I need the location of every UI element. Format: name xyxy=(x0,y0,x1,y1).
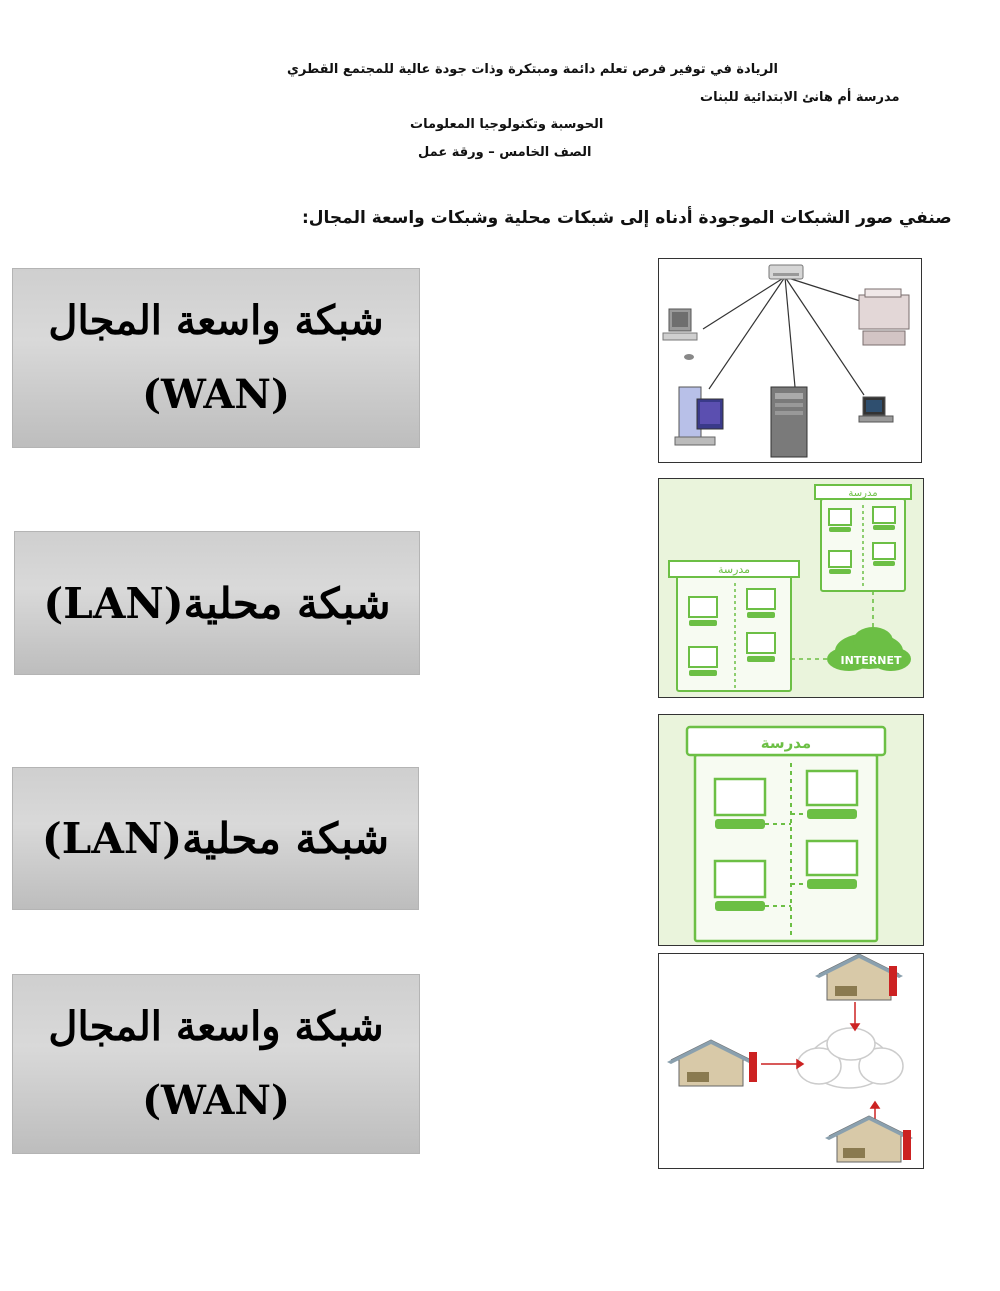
printer-icon xyxy=(859,289,909,345)
answer-text: شبكة محلية(LAN) xyxy=(43,578,391,628)
server-icon xyxy=(771,387,807,457)
answer-box-2 xyxy=(14,531,420,675)
internet-label: INTERNET xyxy=(840,654,902,667)
laptop-icon xyxy=(859,397,893,422)
house-icon xyxy=(825,1116,913,1162)
answer-text: شبكة محلية(LAN) xyxy=(41,814,390,863)
school-label: مدرسة xyxy=(760,734,812,752)
answer-arabic: شبكة واسعة المجال xyxy=(48,297,384,344)
monitor-icon xyxy=(663,309,697,360)
desktop-pc-icon xyxy=(675,387,723,445)
answer-english: (WAN) xyxy=(142,1077,290,1124)
two-schools-wan-image xyxy=(658,478,924,698)
instruction: صنفي صور الشبكات الموجودة أدناه إلى شبكات محلية وشبكات واسعة المجال: xyxy=(302,208,952,228)
grade-worksheet: الصف الخامس – ورقة عمل xyxy=(418,145,592,160)
houses-cloud-wan-image xyxy=(658,953,924,1169)
subject-title: الحوسبة وتكنولوجيا المعلومات xyxy=(410,117,604,132)
star-network-image xyxy=(658,258,922,463)
answer-english: (WAN) xyxy=(142,371,290,418)
school-name: مدرسة أم هانئ الابتدائية للبنات xyxy=(700,90,900,105)
answer-arabic: شبكة واسعة المجال xyxy=(48,1003,384,1050)
school-label: مدرسة xyxy=(848,488,878,499)
hub-icon xyxy=(769,265,803,279)
answer-box-1 xyxy=(12,268,420,448)
answer-box-3 xyxy=(12,767,419,910)
school-motto: الريادة في توفير فرص تعلم دائمة ومبتكرة وذات جودة عالية للمجتمع القطري xyxy=(287,62,778,77)
answer-box-4 xyxy=(12,974,420,1154)
school-label: مدرسة xyxy=(717,563,751,576)
cloud-icon xyxy=(797,1028,903,1088)
school-lan-image xyxy=(658,714,924,946)
house-icon xyxy=(667,1040,757,1086)
house-icon xyxy=(815,954,903,1000)
